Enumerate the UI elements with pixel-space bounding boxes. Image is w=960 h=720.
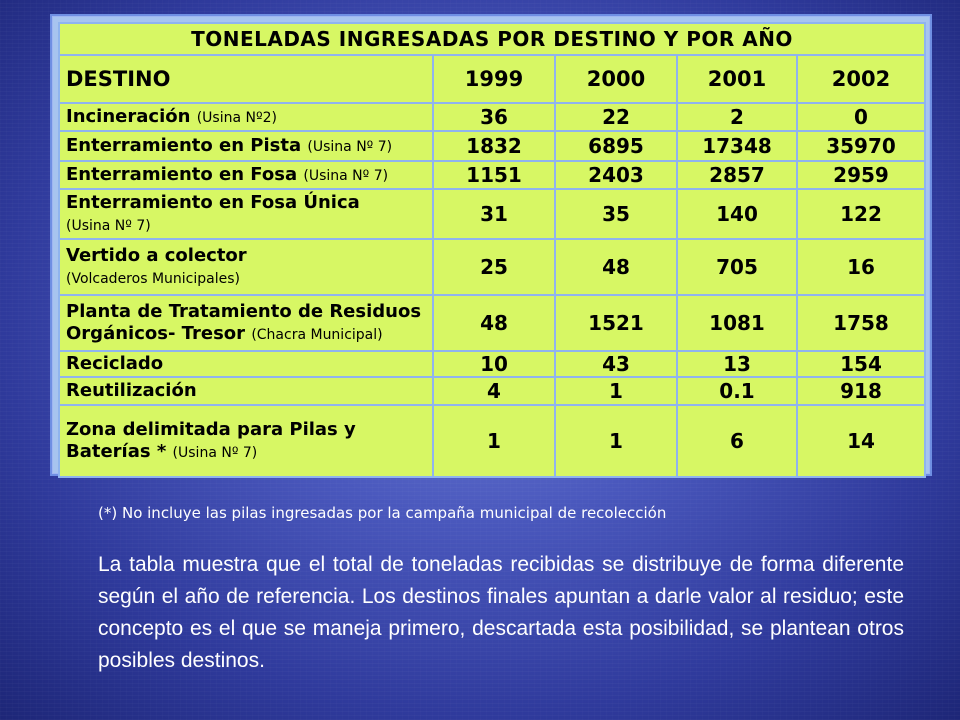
destino-name: Enterramiento en Pista [66, 134, 302, 156]
cell-value: 122 [797, 189, 925, 239]
table-row [59, 295, 925, 351]
destino-location: (Chacra Municipal) [251, 326, 383, 343]
row-destino [59, 161, 433, 189]
row-destino [59, 189, 433, 239]
header-year: 2001 [677, 55, 797, 103]
cell-value: 48 [555, 239, 677, 295]
table-row [59, 405, 925, 477]
table-title: TONELADAS INGRESADAS POR DESTINO Y POR AÑO [59, 23, 925, 55]
cell-value: 918 [797, 377, 925, 405]
cell-value: 2857 [677, 161, 797, 189]
data-table-frame [50, 14, 932, 476]
table-row [59, 103, 925, 131]
cell-value: 4 [433, 377, 555, 405]
destino-name: Reciclado [66, 353, 164, 374]
cell-value: 43 [555, 351, 677, 377]
table-header-row [59, 55, 925, 103]
cell-value: 1081 [677, 295, 797, 351]
destino-name: Reutilización [66, 380, 197, 401]
description-paragraph: La tabla muestra que el total de toneladas recibidas se distribuye de forma diferente según el año de referencia. Los destinos finales apuntan a darle valor al residuo; este concepto es el que se maneja primero, descartada esta posibilidad, se plantean otros posibles destinos. [98, 553, 904, 672]
cell-value: 13 [677, 351, 797, 377]
header-year: 2000 [555, 55, 677, 103]
cell-value: 1521 [555, 295, 677, 351]
cell-value: 14 [797, 405, 925, 477]
cell-value: 22 [555, 103, 677, 131]
cell-value: 0.1 [677, 377, 797, 405]
cell-value: 25 [433, 239, 555, 295]
cell-value: 1151 [433, 161, 555, 189]
destino-location: (Usina Nº 7) [307, 138, 393, 155]
row-destino [59, 377, 433, 405]
row-destino [59, 103, 433, 131]
row-destino [59, 295, 433, 351]
cell-value: 31 [433, 189, 555, 239]
cell-value: 154 [797, 351, 925, 377]
table-row [59, 351, 925, 377]
table-row [59, 189, 925, 239]
cell-value: 1 [555, 377, 677, 405]
cell-value: 705 [677, 239, 797, 295]
row-destino [59, 351, 433, 377]
cell-value: 10 [433, 351, 555, 377]
destino-name: Planta de Tratamiento de Residuos Orgánicos- Tresor [66, 300, 422, 344]
cell-value: 2403 [555, 161, 677, 189]
destino-name: Vertido a colector [66, 244, 247, 266]
cell-value: 16 [797, 239, 925, 295]
cell-value: 1 [555, 405, 677, 477]
row-destino [59, 239, 433, 295]
destino-name: Zona delimitada para Pilas y Baterías * [66, 418, 356, 462]
cell-value: 1 [433, 405, 555, 477]
table-row [59, 239, 925, 295]
row-destino [59, 405, 433, 477]
destino-location: (Usina Nº 7) [303, 167, 389, 184]
header-year: 1999 [433, 55, 555, 103]
destino-location: (Usina Nº2) [196, 109, 277, 126]
destino-location: (Volcaderos Municipales) [66, 270, 240, 287]
row-destino [59, 131, 433, 161]
cell-value: 35970 [797, 131, 925, 161]
cell-value: 6895 [555, 131, 677, 161]
cell-value: 140 [677, 189, 797, 239]
destino-location: (Usina Nº 7) [172, 444, 258, 461]
cell-value: 1832 [433, 131, 555, 161]
table-row [59, 161, 925, 189]
cell-value: 36 [433, 103, 555, 131]
destino-location: (Usina Nº 7) [66, 217, 151, 234]
cell-value: 0 [797, 103, 925, 131]
cell-value: 2 [677, 103, 797, 131]
cell-value: 1758 [797, 295, 925, 351]
destino-name: Enterramiento en Fosa [66, 163, 298, 185]
cell-value: 35 [555, 189, 677, 239]
header-year: 2002 [797, 55, 925, 103]
table-row [59, 131, 925, 161]
cell-value: 2959 [797, 161, 925, 189]
table-row [59, 377, 925, 405]
header-destino: DESTINO [59, 55, 433, 103]
tonnage-table [58, 22, 926, 478]
cell-value: 48 [433, 295, 555, 351]
footnote: (*) No incluye las pilas ingresadas por la campaña municipal de recolección [98, 504, 667, 522]
cell-value: 6 [677, 405, 797, 477]
destino-name: Incineración [66, 105, 191, 127]
cell-value: 17348 [677, 131, 797, 161]
destino-name: Enterramiento en Fosa Única [66, 191, 360, 213]
